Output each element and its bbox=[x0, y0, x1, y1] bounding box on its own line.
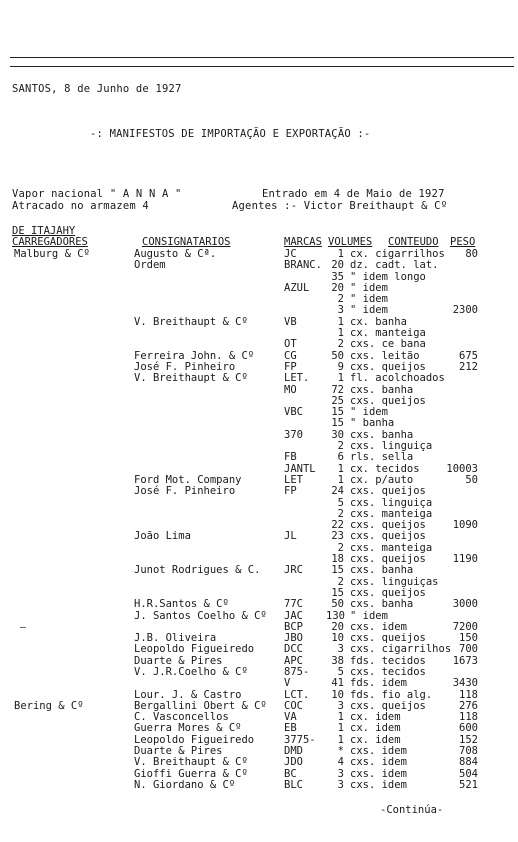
content-cell: cxs. queijos bbox=[350, 586, 426, 599]
table-row bbox=[0, 441, 518, 452]
content-cell: " idem bbox=[350, 304, 388, 317]
weight-cell: 118 bbox=[459, 711, 478, 724]
content-cell: cx. cigarrilhos bbox=[350, 248, 445, 260]
volume-cell: 1 bbox=[337, 248, 344, 260]
mark-cell: JL bbox=[284, 530, 297, 543]
mark-cell: 370 bbox=[284, 428, 303, 441]
table-row bbox=[0, 498, 518, 509]
volume-cell: 15 bbox=[331, 586, 344, 599]
mark-cell: JC bbox=[284, 248, 297, 260]
consignee-cell: C. Vasconcellos bbox=[134, 711, 229, 724]
content-cell: cx. p/auto bbox=[350, 473, 414, 486]
volume-cell: 5 bbox=[337, 496, 344, 509]
table-row bbox=[0, 678, 518, 689]
table-row bbox=[0, 769, 518, 780]
weight-cell: 1090 bbox=[452, 519, 478, 532]
volume-cell: 1 bbox=[337, 462, 344, 475]
document-title: -: MANIFESTOS DE IMPORTAÇÃO E EXPORTAÇÃO :- bbox=[90, 128, 371, 140]
table-row bbox=[0, 430, 518, 441]
volume-cell: 41 bbox=[331, 677, 344, 690]
volume-cell: 2 bbox=[337, 507, 344, 520]
weight-cell: 3430 bbox=[452, 677, 478, 690]
table-row bbox=[0, 543, 518, 554]
mark-cell: JDO bbox=[284, 756, 303, 769]
shipper-cell: Bering & Cº bbox=[14, 699, 84, 712]
content-cell: fds. idem bbox=[350, 677, 407, 690]
content-cell: " idem longo bbox=[350, 270, 426, 283]
volume-cell: 1 bbox=[337, 733, 344, 746]
date-line: SANTOS, 8 de Junho de 1927 bbox=[12, 83, 182, 95]
table-row bbox=[0, 418, 518, 429]
volume-cell: 2 bbox=[337, 338, 344, 351]
table-row bbox=[0, 735, 518, 746]
volume-cell: 30 bbox=[331, 428, 344, 441]
volume-cell: 20 bbox=[331, 620, 344, 633]
content-cell: " banha bbox=[350, 417, 395, 430]
mark-cell: APC bbox=[284, 654, 303, 667]
content-cell: cx. tecidos bbox=[350, 462, 420, 475]
volume-cell: 15 bbox=[331, 406, 344, 419]
ship-agents: Agentes :- Victor Breithaupt & Cº bbox=[232, 200, 448, 212]
content-cell: cxs. idem bbox=[350, 745, 407, 758]
mark-cell: JBO bbox=[284, 632, 303, 645]
consignee-cell: Duarte & Pires bbox=[134, 654, 223, 667]
content-cell: dz. cadt. lat. bbox=[350, 259, 439, 272]
weight-cell: 521 bbox=[459, 778, 478, 791]
content-cell: " idem bbox=[350, 609, 388, 622]
mark-cell: OT bbox=[284, 338, 297, 351]
table-row bbox=[0, 565, 518, 576]
mark-cell: FP bbox=[284, 360, 297, 373]
table-row bbox=[0, 317, 518, 328]
volume-cell: 10 bbox=[331, 632, 344, 645]
mark-cell: MO bbox=[284, 383, 297, 396]
mark-cell: DCC bbox=[284, 643, 303, 656]
table-row bbox=[0, 283, 518, 294]
consignee-cell: Bergallini Obert & Cº bbox=[134, 699, 267, 712]
volume-cell: 130 bbox=[326, 609, 345, 622]
consignee-cell: Guerra Mores & Cº bbox=[134, 722, 242, 735]
content-cell: cxs. idem bbox=[350, 778, 407, 791]
volume-cell: 1 bbox=[337, 473, 344, 486]
table-row bbox=[0, 464, 518, 475]
consignee-cell: V. Breithaupt & Cº bbox=[134, 756, 248, 769]
content-cell: cxs. queijos bbox=[350, 519, 426, 532]
content-cell: " idem bbox=[350, 281, 388, 294]
mark-cell: V bbox=[284, 677, 291, 690]
table-row bbox=[0, 577, 518, 588]
content-cell: cxs. idem bbox=[350, 756, 407, 769]
table-row bbox=[0, 656, 518, 667]
weight-cell: 152 bbox=[459, 733, 478, 746]
consignee-cell: V. J.R.Coelho & Cº bbox=[134, 665, 248, 678]
volume-cell: 20 bbox=[331, 281, 344, 294]
consignee-cell: J. Santos Coelho & Cº bbox=[134, 609, 267, 622]
mark-cell: FB bbox=[284, 451, 297, 464]
consignee-cell: João Lima bbox=[134, 530, 191, 543]
consignee-cell: H.R.Santos & Cº bbox=[134, 598, 229, 611]
volume-cell: 9 bbox=[337, 360, 344, 373]
ship-berth: Atracado no armazem 4 bbox=[12, 200, 149, 212]
table-row bbox=[0, 588, 518, 599]
consignee-cell: Leopoldo Figueiredo bbox=[134, 643, 255, 656]
volume-cell: 15 bbox=[331, 564, 344, 577]
weight-cell: 50 bbox=[465, 473, 478, 486]
content-cell: cxs. idem bbox=[350, 620, 407, 633]
table-row bbox=[0, 644, 518, 655]
manifest-table bbox=[0, 249, 518, 791]
mark-cell: CG bbox=[284, 349, 297, 362]
volume-cell: 50 bbox=[331, 349, 344, 362]
table-row bbox=[0, 622, 518, 633]
table-row bbox=[0, 407, 518, 418]
content-cell: cxs. queijos bbox=[350, 360, 426, 373]
table-row bbox=[0, 746, 518, 757]
weight-cell: 2300 bbox=[452, 304, 478, 317]
volume-cell: 5 bbox=[337, 665, 344, 678]
consignee-cell: Ford Mot. Company bbox=[134, 473, 242, 486]
mark-cell: COC bbox=[284, 699, 303, 712]
volume-cell: 22 bbox=[331, 519, 344, 532]
content-cell: cxs. queijos bbox=[350, 632, 426, 645]
table-row bbox=[0, 260, 518, 271]
volume-cell: 6 bbox=[337, 451, 344, 464]
volume-cell: 2 bbox=[337, 440, 344, 453]
top-rule-second bbox=[10, 66, 514, 67]
content-cell: cxs. queijos bbox=[350, 553, 426, 566]
content-cell: cx. idem bbox=[350, 711, 401, 724]
consignee-cell: Junot Rodrigues & C. bbox=[134, 564, 261, 577]
consignees-header: CONSIGNATARIOS bbox=[142, 236, 231, 248]
volume-cell: 2 bbox=[337, 541, 344, 554]
table-row bbox=[0, 452, 518, 463]
content-cell: cxs. banha bbox=[350, 598, 414, 611]
volume-cell: 1 bbox=[337, 327, 344, 340]
content-cell: " idem bbox=[350, 293, 388, 306]
consignee-cell: N. Giordano & Cº bbox=[134, 778, 236, 791]
weight-header: PESO bbox=[450, 236, 476, 248]
content-cell: cxs. tecidos bbox=[350, 665, 426, 678]
volume-cell: 3 bbox=[337, 778, 344, 791]
content-cell: cxs. queijos bbox=[350, 699, 426, 712]
marks-header: MARCAS bbox=[284, 236, 322, 248]
content-cell: cx. idem bbox=[350, 733, 401, 746]
mark-cell: VBC bbox=[284, 406, 303, 419]
mark-cell: JAC bbox=[284, 609, 303, 622]
weight-cell: 212 bbox=[459, 360, 478, 373]
content-cell: cxs. ce bana bbox=[350, 338, 426, 351]
weight-cell: 150 bbox=[459, 632, 478, 645]
table-row bbox=[0, 486, 518, 497]
volume-cell: 24 bbox=[331, 485, 344, 498]
weight-cell: 884 bbox=[459, 756, 478, 769]
shipper-cell: Malburg & Cº bbox=[14, 248, 90, 260]
table-row bbox=[0, 667, 518, 678]
mark-cell: 875- bbox=[284, 665, 310, 678]
table-row bbox=[0, 294, 518, 305]
volume-cell: 50 bbox=[331, 598, 344, 611]
content-cell: cxs. queijos bbox=[350, 530, 426, 543]
mark-cell: BCP bbox=[284, 620, 303, 633]
content-cell: fl. acolchoados bbox=[350, 372, 445, 385]
mark-cell: BRANC. bbox=[284, 259, 322, 272]
table-row bbox=[0, 249, 518, 260]
content-cell: cxs. linguiças bbox=[350, 575, 439, 588]
content-cell: cxs. banha bbox=[350, 383, 414, 396]
content-cell: fds. tecidos bbox=[350, 654, 426, 667]
ship-name: Vapor nacional " A N N A " bbox=[12, 188, 182, 200]
table-row bbox=[0, 351, 518, 362]
table-row bbox=[0, 385, 518, 396]
volume-cell: 1 bbox=[337, 722, 344, 735]
mark-cell: DMD bbox=[284, 745, 303, 758]
table-row bbox=[0, 531, 518, 542]
volume-cell: 3 bbox=[337, 699, 344, 712]
content-cell: cxs. banha bbox=[350, 428, 414, 441]
table-row bbox=[0, 339, 518, 350]
content-cell: cx. idem bbox=[350, 722, 401, 735]
table-row bbox=[0, 712, 518, 723]
mark-cell: FP bbox=[284, 485, 297, 498]
mark-cell: JRC bbox=[284, 564, 303, 577]
table-row bbox=[0, 723, 518, 734]
volumes-header: VOLUMES bbox=[328, 236, 373, 248]
volume-cell: 23 bbox=[331, 530, 344, 543]
mark-cell: 3775- bbox=[284, 733, 316, 746]
content-cell: cxs. queijos bbox=[350, 394, 426, 407]
consignee-cell: José F. Pinheiro bbox=[134, 485, 236, 498]
shippers-header: CARREGADORES bbox=[12, 236, 88, 248]
volume-cell: 72 bbox=[331, 383, 344, 396]
volume-cell: 1 bbox=[337, 315, 344, 328]
volume-cell: 10 bbox=[331, 688, 344, 701]
content-cell: cx. banha bbox=[350, 315, 407, 328]
table-row bbox=[0, 475, 518, 486]
volume-cell: 15 bbox=[331, 417, 344, 430]
table-row bbox=[0, 599, 518, 610]
volume-cell: 3 bbox=[337, 767, 344, 780]
content-cell: fds. fio alg. bbox=[350, 688, 433, 701]
weight-cell: 1190 bbox=[452, 553, 478, 566]
table-row bbox=[0, 272, 518, 283]
content-cell: cxs. linguiça bbox=[350, 440, 433, 453]
consignee-cell: V. Breithaupt & Cº bbox=[134, 315, 248, 328]
table-row bbox=[0, 701, 518, 712]
mark-cell: AZUL bbox=[284, 281, 310, 294]
consignee-cell: V. Breithaupt & Cº bbox=[134, 372, 248, 385]
content-cell: cxs. leitão bbox=[350, 349, 420, 362]
consignee-cell: Lour. J. & Castro bbox=[134, 688, 242, 701]
table-row bbox=[0, 373, 518, 384]
content-cell: cxs. idem bbox=[350, 767, 407, 780]
table-row bbox=[0, 328, 518, 339]
volume-cell: 38 bbox=[331, 654, 344, 667]
mark-cell: BLC bbox=[284, 778, 303, 791]
consignee-cell: Leopoldo Figueiredo bbox=[134, 733, 255, 746]
mark-cell: LET bbox=[284, 473, 303, 486]
content-cell: cxs. manteiga bbox=[350, 507, 433, 520]
volume-cell: 3 bbox=[337, 304, 344, 317]
consignee-cell: Gioffi Guerra & Cº bbox=[134, 767, 248, 780]
content-cell: rls. sella bbox=[350, 451, 414, 464]
volume-cell: 3 bbox=[337, 643, 344, 656]
weight-cell: 504 bbox=[459, 767, 478, 780]
weight-cell: 7200 bbox=[452, 620, 478, 633]
continued-note: -Continúa- bbox=[380, 804, 444, 816]
volume-cell: 18 bbox=[331, 553, 344, 566]
table-row bbox=[0, 305, 518, 316]
volume-cell: 1 bbox=[337, 711, 344, 724]
table-row bbox=[0, 520, 518, 531]
volume-cell: 35 bbox=[331, 270, 344, 283]
weight-cell: 118 bbox=[459, 688, 478, 701]
top-rule bbox=[10, 57, 514, 58]
mark-cell: LET. bbox=[284, 372, 310, 385]
content-cell: " idem bbox=[350, 406, 388, 419]
content-cell: cxs. manteiga bbox=[350, 541, 433, 554]
consignee-cell: José F. Pinheiro bbox=[134, 360, 236, 373]
table-row bbox=[0, 757, 518, 768]
content-cell: cxs. queijos bbox=[350, 485, 426, 498]
table-row bbox=[0, 611, 518, 622]
mark-cell: EB bbox=[284, 722, 297, 735]
volume-cell: 2 bbox=[337, 293, 344, 306]
entry-date: Entrado em 4 de Maio de 1927 bbox=[262, 188, 445, 200]
volume-cell: 20 bbox=[331, 259, 344, 272]
consignee-cell: Ordem bbox=[134, 259, 166, 272]
table-row bbox=[0, 780, 518, 791]
origin-header: DE ITAJAHY bbox=[12, 225, 76, 237]
weight-cell: 3000 bbox=[452, 598, 478, 611]
weight-cell: 276 bbox=[459, 699, 478, 712]
mark-cell: LCT. bbox=[284, 688, 310, 701]
weight-cell: 1673 bbox=[452, 654, 478, 667]
volume-cell: 1 bbox=[337, 372, 344, 385]
volume-cell: 2 bbox=[337, 575, 344, 588]
weight-cell: 10003 bbox=[446, 462, 478, 475]
mark-cell: BC bbox=[284, 767, 297, 780]
table-row bbox=[0, 396, 518, 407]
consignee-cell: Duarte & Pires bbox=[134, 745, 223, 758]
consignee-cell: J.B. Oliveira bbox=[134, 632, 217, 645]
content-cell: cx. manteiga bbox=[350, 327, 426, 340]
content-cell: cxs. linguiça bbox=[350, 496, 433, 509]
mark-cell: VA bbox=[284, 711, 297, 724]
consignee-cell: Augusto & Cª. bbox=[134, 248, 217, 260]
mark-cell: VB bbox=[284, 315, 297, 328]
table-row bbox=[0, 509, 518, 520]
mark-cell: JANTL bbox=[284, 462, 316, 475]
volume-cell: 25 bbox=[331, 394, 344, 407]
volume-cell: 4 bbox=[337, 756, 344, 769]
margin-dash: — bbox=[20, 622, 27, 633]
volume-cell: * bbox=[337, 745, 344, 758]
content-cell: cxs. cigarrilhos bbox=[350, 643, 452, 656]
weight-cell: 600 bbox=[459, 722, 478, 735]
weight-cell: 80 bbox=[465, 248, 478, 260]
mark-cell: 77C bbox=[284, 598, 303, 611]
consignee-cell: Ferreira John. & Cº bbox=[134, 349, 255, 362]
weight-cell: 708 bbox=[459, 745, 478, 758]
content-header: CONTEUDO bbox=[388, 236, 439, 248]
weight-cell: 675 bbox=[459, 349, 478, 362]
weight-cell: 700 bbox=[459, 643, 478, 656]
content-cell: cxs. banha bbox=[350, 564, 414, 577]
